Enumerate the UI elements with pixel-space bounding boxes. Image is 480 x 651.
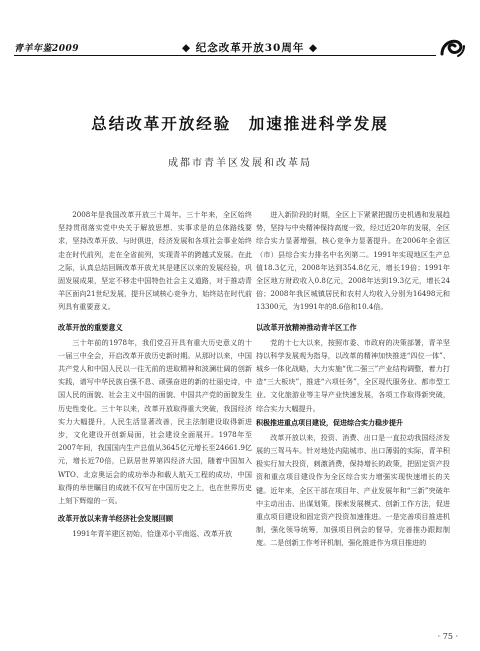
right-column bbox=[256, 208, 450, 550]
section-heading: 改革开放以来青羊经济社会发展回顾 bbox=[58, 514, 174, 524]
section-topic: ◆ 纪念改革开放30周年 ◆ bbox=[182, 42, 319, 54]
left-column bbox=[58, 208, 252, 540]
article-title: 总结改革开放经验 加速推进科学发展 bbox=[91, 114, 389, 133]
book-title: 青羊年鉴2009 bbox=[14, 44, 80, 54]
subsection-heading: 积极推进重点项目建设，促进综合实力稳步提升 bbox=[256, 418, 403, 427]
body-paragraph: 1991年青羊建区初始，恰逢邓小平南巡、改革开放 bbox=[72, 529, 233, 539]
body-paragraph: 进入新阶段的时期，全区上下紧紧把握历史机遇和发展趋势，坚持与中央精神保持高度一致，经过近20年的发展，全区综合实力显著增强，核心竞争力显著提升。在2006年全省区（市）县综合实力排名中名列第二。1991年实现地区生产总值18.3亿元，2008年达到354.8亿元，增长19倍；1991年全区地方财政收入0.8亿元，2008年达到19.3亿元，增长24倍；2008年我区城镇居民和农村人均收入分别为16498元和13300元，为1991年的8.6倍和10.4倍。 bbox=[256, 210, 450, 312]
section-heading: 以改革开放精神推动青羊区工作 bbox=[256, 322, 357, 332]
swirl-logo-icon bbox=[438, 34, 466, 60]
body-paragraph: 党的十七大以来，按照市委、市政府的决策部署，青羊坚持以科学发展观为指导，以改革的精神加快推进“四位一体”、城乡一体化战略，大力实施“优二强三”产业结构调整，着力打造“三大板块”，推进“六项任务”，全区现代服务业、都市型工业、文化旅游业等主导产业快速发展，各项工作取得新突破，综合实力大幅提升。 bbox=[256, 337, 450, 413]
body-paragraph: 改革开放以来，投资、消费、出口是一直拉动我国经济发展的三驾马车。针对地处内陆城市、出口薄弱的实际，青羊积极实行加大投资，刺激消费，保持增长的政策，把固定资产投资和重点项目建设作为全区综合实力增强实现快速增长的关键。近年来，全区干部在项目年、产业发展年和“三新”突破年中主动出击、出谋划策，探索发展模式、创新工作方法，促进重点项目建设和固定资产投资加速推进。一是完善项目推进机制，强化领导统筹，加强项目例会的督导，完善推办跟踪制度。二是创新工作考评机制，强化推进作为项目推进的 bbox=[256, 432, 450, 548]
body-paragraph: 三十年前的1978年，我们党召开具有重大历史意义的十一届三中全会，开启改革开放历史新时期。从那时以来，中国共产党人和中国人民以一往无前的进取精神和波澜壮阔的创新实践，谱写中华民族自强不息、顽强奋进的新的壮丽史诗，中国人民的面貌、社会主义中国的面貌、中国共产党的面貌发生历史性变化。三十年以来，改革开放取得重大突破，我国经济实力大幅提升，人民生活显著改善，民主法制建设取得新进步，文化建设开创新局面，社会建设全面展开。1978年至2007年间，我国国内生产总值从3645亿元增长至24661.9亿元，增长近70倍，已跃居世界第四经济大国，随着中国加入WTO、北京奥运会的成功举办和载人航天工程的成功，中国取得的举世瞩目的成就不仅写在中国历史之上，也在世界历史上刻下辉煌的一页。 bbox=[58, 337, 252, 506]
page-number: · 75 · bbox=[437, 632, 458, 641]
section-heading: 改革开放的重要意义 bbox=[58, 322, 123, 332]
running-header bbox=[14, 36, 466, 60]
article-author: 成都市青羊区发展和改革局 bbox=[168, 158, 312, 169]
intro-paragraph: 2008年是我国改革开放三十周年。三十年来，全区始终坚持贯彻落实党中央关于解放思想、实事求是的总体路线要求，坚持改革开放、与时俱进，经济发展和各项社会事业始终走在时代前列，走在全省前列，实现青羊的跨越式发展。在此之际，认真总结回顾改革开放尤其是建区以来的发展经验，巩固发展成果，坚定不移走中国特色社会主义道路，对于推动青羊区面向21世纪发展，提升区域核心竞争力，始终站在时代前列具有重要意义。 bbox=[58, 210, 252, 312]
header-rule bbox=[14, 55, 436, 56]
